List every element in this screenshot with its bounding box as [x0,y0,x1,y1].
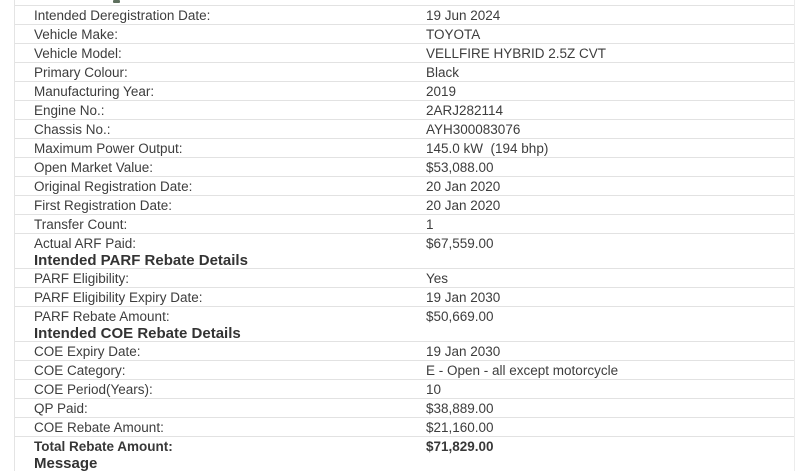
row-label: COE Category: [34,362,126,378]
table-row [15,157,794,176]
row-value: Yes [426,270,449,286]
table-row [15,62,794,81]
row-value: $71,829.00 [426,438,494,454]
row-value: 2ARJ282114 [426,102,504,118]
row-value: TOYOTA [426,26,481,42]
row-value: E - Open - all except motorcycle [426,362,619,378]
table-row [15,195,794,214]
row-value: 2019 [426,83,457,99]
row-label: Intended Deregistration Date: [34,7,211,23]
row-label: COE Rebate Amount: [34,419,164,435]
row-label: Primary Colour: [34,64,128,80]
row-label: Vehicle Make: [34,26,119,42]
row-value: $38,889.00 [426,400,494,416]
table-row [15,43,794,62]
row-label: Vehicle Model: [34,45,122,61]
table-row [15,119,794,138]
row-value: 19 Jan 2030 [426,289,501,305]
row-value: 1 [426,216,434,232]
row-label: COE Expiry Date: [34,343,141,359]
table-row [15,233,794,252]
row-value: 19 Jun 2024 [426,7,501,23]
table-row [15,341,794,360]
row-value: 10 [426,381,442,397]
row-label: PARF Rebate Amount: [34,308,170,324]
row-label: Total Rebate Amount: [34,438,173,454]
row-label: First Registration Date: [34,197,173,213]
row-value: $53,088.00 [426,159,494,175]
table-row [15,287,794,306]
section-header: Intended PARF Rebate Details [34,251,248,269]
clipped-text-fragment [113,0,120,3]
table-row [15,5,794,24]
table-row [15,379,794,398]
table-row [15,138,794,157]
row-label: Open Market Value: [34,159,154,175]
table-row [15,268,794,287]
table-row [15,100,794,119]
row-value: AYH300083076 [426,121,521,137]
row-label: QP Paid: [34,400,88,416]
row-label: Actual ARF Paid: [34,235,137,251]
table-row [15,176,794,195]
row-value: $67,559.00 [426,235,494,251]
row-label: Maximum Power Output: [34,140,183,156]
row-value: VELLFIRE HYBRID 2.5Z CVT [426,45,607,61]
row-label: Original Registration Date: [34,178,193,194]
row-label: Chassis No.: [34,121,111,137]
clipped-row-remnant [15,0,794,5]
table-row [15,81,794,100]
table-row [15,398,794,417]
row-value: 19 Jan 2030 [426,343,501,359]
table-row [15,417,794,436]
row-value: $50,669.00 [426,308,494,324]
vehicle-details-table [14,0,795,471]
row-label: COE Period(Years): [34,381,153,397]
row-label: Manufacturing Year: [34,83,155,99]
row-value: $21,160.00 [426,419,494,435]
table-row [15,360,794,379]
table-row [15,436,794,455]
row-value: 20 Jan 2020 [426,197,501,213]
section-header: Message [34,454,98,471]
row-label: PARF Eligibility Expiry Date: [34,289,203,305]
table-row [15,214,794,233]
row-label: Transfer Count: [34,216,128,232]
row-label: Engine No.: [34,102,105,118]
row-value: Black [426,64,460,80]
table-row [15,24,794,43]
row-label: PARF Eligibility: [34,270,130,286]
table-row [15,306,794,325]
row-value: 145.0 kW (194 bhp) [426,140,549,156]
section-header: Intended COE Rebate Details [34,324,241,342]
row-value: 20 Jan 2020 [426,178,501,194]
